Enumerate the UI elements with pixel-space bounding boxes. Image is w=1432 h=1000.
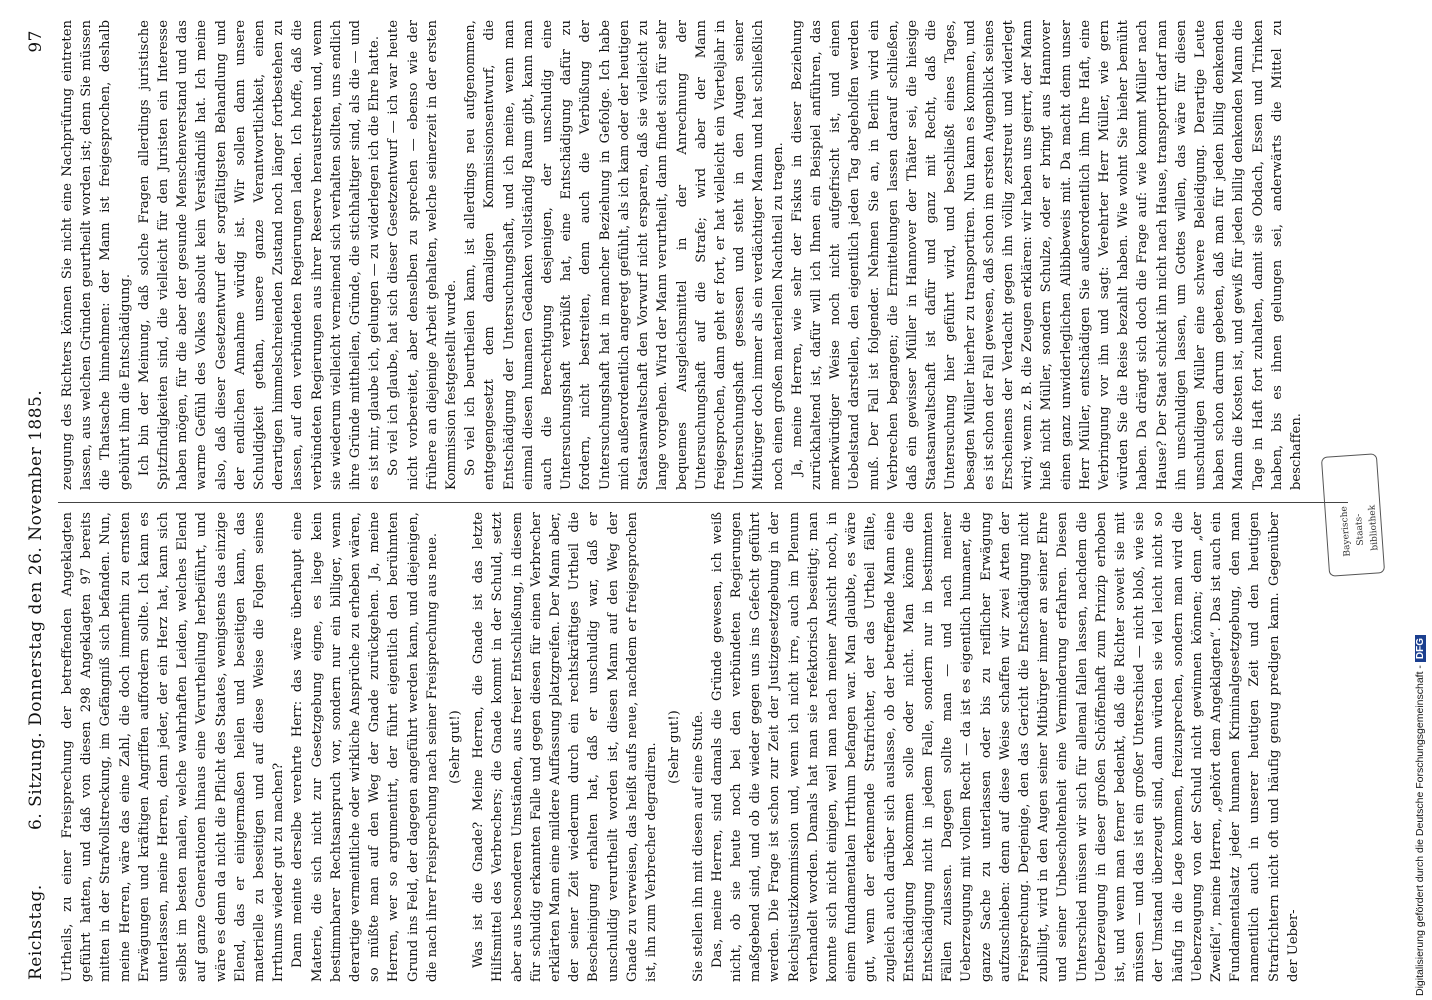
- credit-text: Digitalisierung gefördert durch die Deutsche Forschungsgemeinschaft -: [1414, 665, 1426, 996]
- paragraph: Ich bin der Meinung, daß solche Fragen allerdings juristische Spitzfindigkeiten sind, die vielleicht für den Juristen ein Interesse haben mögen, für die aber der gesunde Menschenverstand und das warme Gefühl des Volkes absolut kein Verständniß hat. Ich meine also, daß dieser Gesetzentwurf der sorgfältigsten Behandlung und der endlichen Annahme würdig ist. Wir sollen dann unsere Schuldigkeit gethan, unsere ganze Verantwortlichkeit, einen derartigen himmelschreienden Zustand noch länger fortbestehen zu lassen, auf den verbündeten Regierungen laden. Ich hoffe, daß die verbündeten Regierungen aus ihrer Reserve heraustreten und, wenn sie wiederum vielleicht verneinend sich verhalten sollten, uns endlich ihre Gründe mittheilen, Gründe, die stichhaltiger sind, als die — und es ist mir, glaube ich, gelungen — zu widerlegen ich die Ehre hatte.: [136, 20, 383, 490]
- paragraph: Ja, meine Herren, wie sehr der Fiskus in dieser Beziehung zurückhaltend ist, dafür will ich Ihnen ein Beispiel anführen, das merkwürdiger Weise noch nicht aufgefrischt ist, und einen Uebelstand darstellen, den eigentlich jeden Tag abgeholfen werden muß. Der Fall ist folgender. Nehmen Sie an, in Berlin wird ein Verbrechen begangen; die Ermittelungen lassen darauf schließen, daß ein gewisser Müller in Hannover der Thäter sei, die hiesige Staatsanwaltschaft ist dafür und ganz mit Recht, daß die Untersuchung hier geführt wird, und beschließt eines Tages, besagten Müller hierher zu transportiren. Nun kann es kommen, und es ist schon der Fall gewesen, daß schon im ersten Augenblick seines Erscheinens der Verdacht gegen ihn völlig zerstreut und widerlegt wird; wenn z. B. die Zeugen erklären: wir haben uns geirrt, der Mann hieß nicht Müller, sondern Schulze, oder er bringt aus Hannover einen ganz unwiderleglichen Alibibeweis mit. Da macht denn unser Herr Müller, entschädigen Sie außerordentlich ihm Ihre Haft, eine Verbringung vor ihn und sagt: Verehrter Herr Müller, wie gern würden Sie die Reise bezahlt haben. Wie wohnt Sie hieher bemüht haben. Da drängt sich doch die Frage auf: wie kommt Müller nach Hause? Der Staat schickt ihn nicht nach Hause, transportirt darf man ihn unschuldigen lassen, um Gottes willen, das wäre für diesen unschuldigen Müller eine schwere Beleidigung. Derartige Leute haben schon darum gebeten, daß man für jeden billig denkenden Mann die Kosten ist, und gewiß für jeden billig denkenden Mann die Tage in Haft fort zuhalten, damit sie Obdach, Essen und Trinken haben, bis es ihnen gelungen sei, anderwärts die Mittel zu beschaffen.: [789, 20, 1304, 490]
- library-stamp: [1321, 453, 1385, 577]
- page-header: [20, 20, 60, 980]
- interjection: (Sehr gut!): [667, 710, 683, 784]
- digitization-strip: [1392, 0, 1432, 1000]
- digitization-credit: [1414, 635, 1426, 996]
- paragraph: So viel ich glaube, hat sich dieser Gesetzentwurf — ich war heute nicht vorbereitet, aber denselben zu sprechen — ebenso wie der frühere an diejenige Arbeit gehalten, welche seinerzeit in der ersten Kommission festgestellt wurde.: [386, 20, 460, 490]
- stamp-line-2: Staats-: [1353, 513, 1367, 546]
- dfg-logo: DFG: [1415, 635, 1426, 662]
- paragraph: Dann meinte derselbe verehrte Herr: das wäre überhaupt eine Materie, die sich nicht zur Gesetzgebung eigne, es liege kein bestimmbarer Rechtsanspruch vor, sondern nur ein billiger, wenn derartige vermeintliche oder wirkliche Ansprüche zu erheben wären, so müßte man auf den Weg der Gnade zurückgehen. Ja, meine Herren, wer so argumentirt, der führt eigentlich den berühmten Grund ins Feld, der dagegen angeführt werden kann, und diejenigen, die nach ihrer Freisprechung nach seiner Freisprechung aus neue.: [290, 512, 440, 982]
- rotated-page: [12, 0, 1357, 1000]
- paragraph: Urtheils, zu einer Freisprechung der betreffenden Angeklagten geführt hatten, und daß von diesen 298 Angeklagten 97 bereits mitten in der Strafvollstreckung, im Gefängniß sich befanden. Nun, meine Herren, wäre das eine Zahl, die doch immerhin zu ernsten Erwägungen und kräftigen Angriffen auffordern sollte. Ich kann es unterlassen, meine Herren, denn jeder, der ein Herz hat, kann sich selbst im besten malen, welche wahrhaften Leiden, welches Elend auf ganze Generationen hinaus eine Verurtheilung herbeiführt, und wäre es denn da nicht die Pflicht des Staates, wenigstens das einzige Elend, das er einigermaßen heilen und beseitigen kann, das materielle zu beseitigen und auf diese Weise die Folgen seines Irrthums wieder gut zu machen?: [60, 512, 287, 982]
- right-column: [58, 20, 1306, 490]
- paragraph: Das, meine Herren, sind damals die Gründe gewesen, ich weiß nicht, ob sie heute noch bei den verbündeten Regierungen maßgebend sind, und ob die wieder gegen uns ins Gefecht geführt werden. Die Frage ist schon zur Zeit der Justizgesetzgebung in der Reichsjustizkommission und, wenn ich nicht irre, auch im Plenum verhandelt worden. Damals hat man sie refektorisch beseitigt; man konnte sich nicht einigen, weil man nach meiner Ansicht noch, in einem fundamentalen Irrthum befangen war. Man glaubte, es wäre gut, wenn der erkennende Strafrichter, der das Urtheil fällte, zugleich auch darüber sich auslasse, ob der betreffende Mann eine Entschädigung bekommen solle oder nicht. Man könne die Entschädigung nicht in jedem Falle, sondern nur in bestimmten Fällen zulassen. Dagegen sollte man — und nach meiner Ueberzeugung mit vollem Recht — da ist es eigentlich humaner, die ganze Sache zu unterlassen oder bis zu reiflicher Erwägung aufzuschieben: denn auf diese Weise schaffen wir zwei Arten der Freisprechung. Derjenige, den das Gericht die Entschädigung nicht zubilligt, wird in den Augen seiner Mitbürger immer an seiner Ehre und seiner Unbescholtenheit eine Verminderung erfahren. Diesen Unterschied müssen wir sich für allemal fallen lassen, nachdem die Ueberzeugung in dieser großen Schöffenhaft zum Prinzip erhoben ist, und wenn man ferner bedenkt, daß die Richter soweit sie mit müssen — und das ist ein großer Unterschied — nicht bloß, wie sie der Umstand überzeugt sind, dann würden sie viel leicht nicht so häufig in die Lage kommen, freizusprechen, sondern man wird die Ueberzeugung von der Schuld nicht gewinnen können; denn „der Zweifel“, meine Herren, „gehört dem Angeklagten“. Das ist auch ein Fundamentalsatz jeder humanen Kriminalgesetzgebung, den man namentlich auch in unserer heutigen Zeit und den heutigen Strafrichtern nicht oft und häufig genug predigen kann. Gegenüber der Ueber-: [709, 512, 1301, 982]
- stamp-line-1: Bayerische: [1339, 505, 1353, 557]
- paragraph: Sie stellen ihn mit diesen auf eine Stufe.: [690, 710, 706, 982]
- interjection: (Sehr gut!): [448, 710, 464, 784]
- page-number: 97: [26, 30, 46, 53]
- paragraph: zeugung des Richters können Sie nicht eine Nachprüfung eintreten lassen, aus welchen Gründen geurtheilt worden ist; denn Sie müssen die Thatsache hinnehmen: der Mann ist freigesprochen, deshalb gebührt ihm die Entschädigung.: [60, 20, 133, 490]
- header-left: Reichstag.: [26, 884, 46, 980]
- header-center: 6. Sitzung. Donnerstag den 26. November 1885.: [26, 389, 46, 830]
- column-divider: [58, 502, 1348, 503]
- left-column: [58, 512, 1303, 982]
- paragraph: Was ist die Gnade? Meine Herren, die Gnade ist das letzte Hilfsmittel des Verbrechers; die Gnade kommt in der Schuld, setzt aber aus besonderen Umständen, aus freier Entschließung, in diesem für schuldig erkannten Falle und gegen diesen für einen Verbrecher erklärten Mann eine mildere Auffassung platzgreifen. Der Mann aber, der seiner Zeit wiederum durch ein rechtskräftiges Urtheil die Bescheinigung erhalten hat, daß er unschuldig war, daß er unschuldig verurtheilt worden ist, diesen Mann auf den Weg der Gnade zu verweisen, das heißt aufs neue, nachdem er freigesprochen ist, ihn zum Verbrecher degradiren.: [471, 512, 660, 982]
- paragraph: So viel ich beurtheilen kann, ist allerdings neu aufgenommen, entgegengesetzt dem damaligen Kommissionsentwurf, die Entschädigung der Untersuchungshaft, und ich meine, wenn man einmal diesen humanen Gedanken vollständig Raum gibt, kann man auch die Berechtigung desjenigen, der unschuldig eine Untersuchungshaft verbüßt hat, eine Entschädigung dafür zu fordern, nicht bestreiten, denn auch die Verbüßung der Untersuchungshaft hat in mancher Beziehung in Gefolge. Ich habe mich außerordentlich angeregt gefühlt, als ich kam oder der heutigen Staatsanwaltschaft den Vorwurf nicht ersparen, daß sie vielleicht zu lange vorgehen. Wird der Mann verurtheilt, dann findet sich für sehr bequemes Ausgleichsmittel in der Anrechnung der Untersuchungshaft auf die Strafe; wird aber der Mann freigesprochen, dann geht er fort, er hat vielleicht ein Vierteljahr in Untersuchungshaft gesessen und steht in den Augen seiner Mitbürger doch immer als ein verdächtiger Mann und hat schließlich noch einen großen materiellen Nachtheil zu tragen.: [463, 20, 786, 490]
- stamp-line-3: bibliothek: [1367, 504, 1381, 551]
